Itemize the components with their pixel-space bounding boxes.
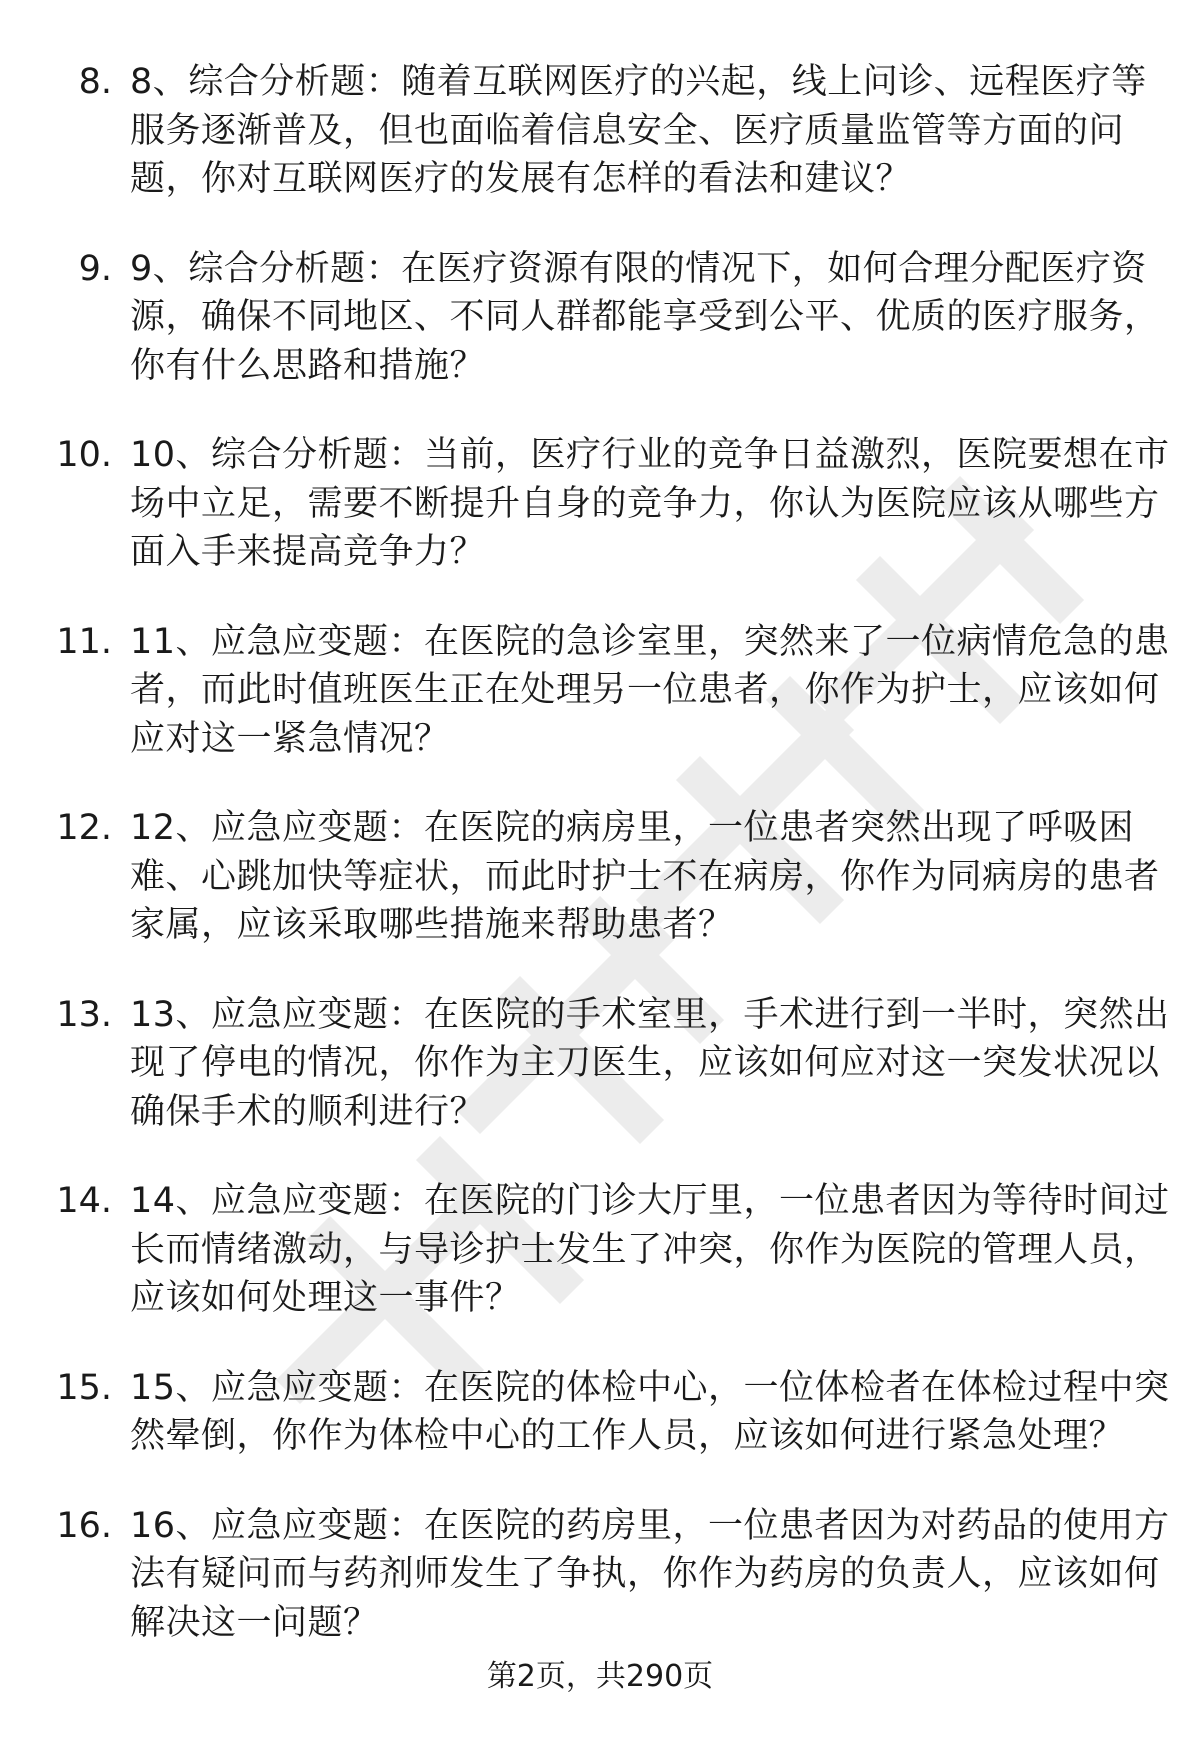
question-number: 12. (56, 808, 112, 848)
question-item-16 (0, 1502, 1200, 1648)
page-number-footer: 第2页，共290页 (486, 1659, 714, 1694)
question-text: 10、综合分析题：当前，医疗行业的竞争日益激烈，医院要想在市场中立足，需要不断提升自身的竞争力，你认为医院应该从哪些方面入手来提高竞争力？ (130, 435, 1170, 572)
question-number: 9. (78, 248, 112, 289)
question-item-10 (0, 431, 1200, 577)
question-number: 14. (56, 1181, 112, 1221)
question-text: 16、应急应变题：在医院的药房里，一位患者因为对药品的使用方法有疑问而与药剂师发生了争执，你作为药房的负责人，应该如何解决这一问题？ (130, 1505, 1170, 1643)
question-number: 16. (56, 1505, 112, 1546)
question-number: 11. (56, 621, 112, 662)
question-text: 12、应急应变题：在医院的病房里，一位患者突然出现了呼吸困难、心跳加快等症状，而此时护士不在病房，你作为同病房的患者家属，应该采取哪些措施来帮助患者？ (130, 808, 1160, 945)
question-text: 15、应急应变题：在医院的体检中心，一位体检者在体检过程中突然晕倒，你作为体检中心的工作人员，应该如何进行紧急处理？ (130, 1367, 1170, 1456)
question-text: 11、应急应变题：在医院的急诊室里，突然来了一位病情危急的患者，而此时值班医生正在处理另一位患者，你作为护士，应该如何应对这一紧急情况？ (130, 621, 1170, 759)
question-list (0, 58, 1200, 1688)
question-text: 8、综合分析题：随着互联网医疗的兴起，线上问诊、远程医疗等服务逐渐普及，但也面临着信息安全、医疗质量监管等方面的问题，你对互联网医疗的发展有怎样的看法和建议？ (130, 62, 1147, 199)
question-item-11 (0, 618, 1200, 764)
question-item-14 (0, 1177, 1200, 1323)
question-item-9 (0, 245, 1200, 391)
question-item-15 (0, 1364, 1200, 1461)
question-item-8 (0, 58, 1200, 204)
question-text: 14、应急应变题：在医院的门诊大厅里，一位患者因为等待时间过长而情绪激动，与导诊护士发生了冲突，你作为医院的管理人员，应该如何处理这一事件？ (130, 1181, 1170, 1318)
question-number: 10. (56, 435, 112, 475)
question-text: 13、应急应变题：在医院的手术室里，手术进行到一半时，突然出现了停电的情况，你作为主刀医生，应该如何应对这一突发状况以确保手术的顺利进行？ (130, 994, 1170, 1132)
question-number: 15. (56, 1367, 112, 1408)
question-number: 8. (78, 62, 112, 102)
question-item-13 (0, 991, 1200, 1137)
question-number: 13. (56, 994, 112, 1035)
question-text: 9、综合分析题：在医疗资源有限的情况下，如何合理分配医疗资源，确保不同地区、不同人群都能享受到公平、优质的医疗服务，你有什么思路和措施？ (130, 248, 1160, 386)
question-item-12 (0, 804, 1200, 950)
